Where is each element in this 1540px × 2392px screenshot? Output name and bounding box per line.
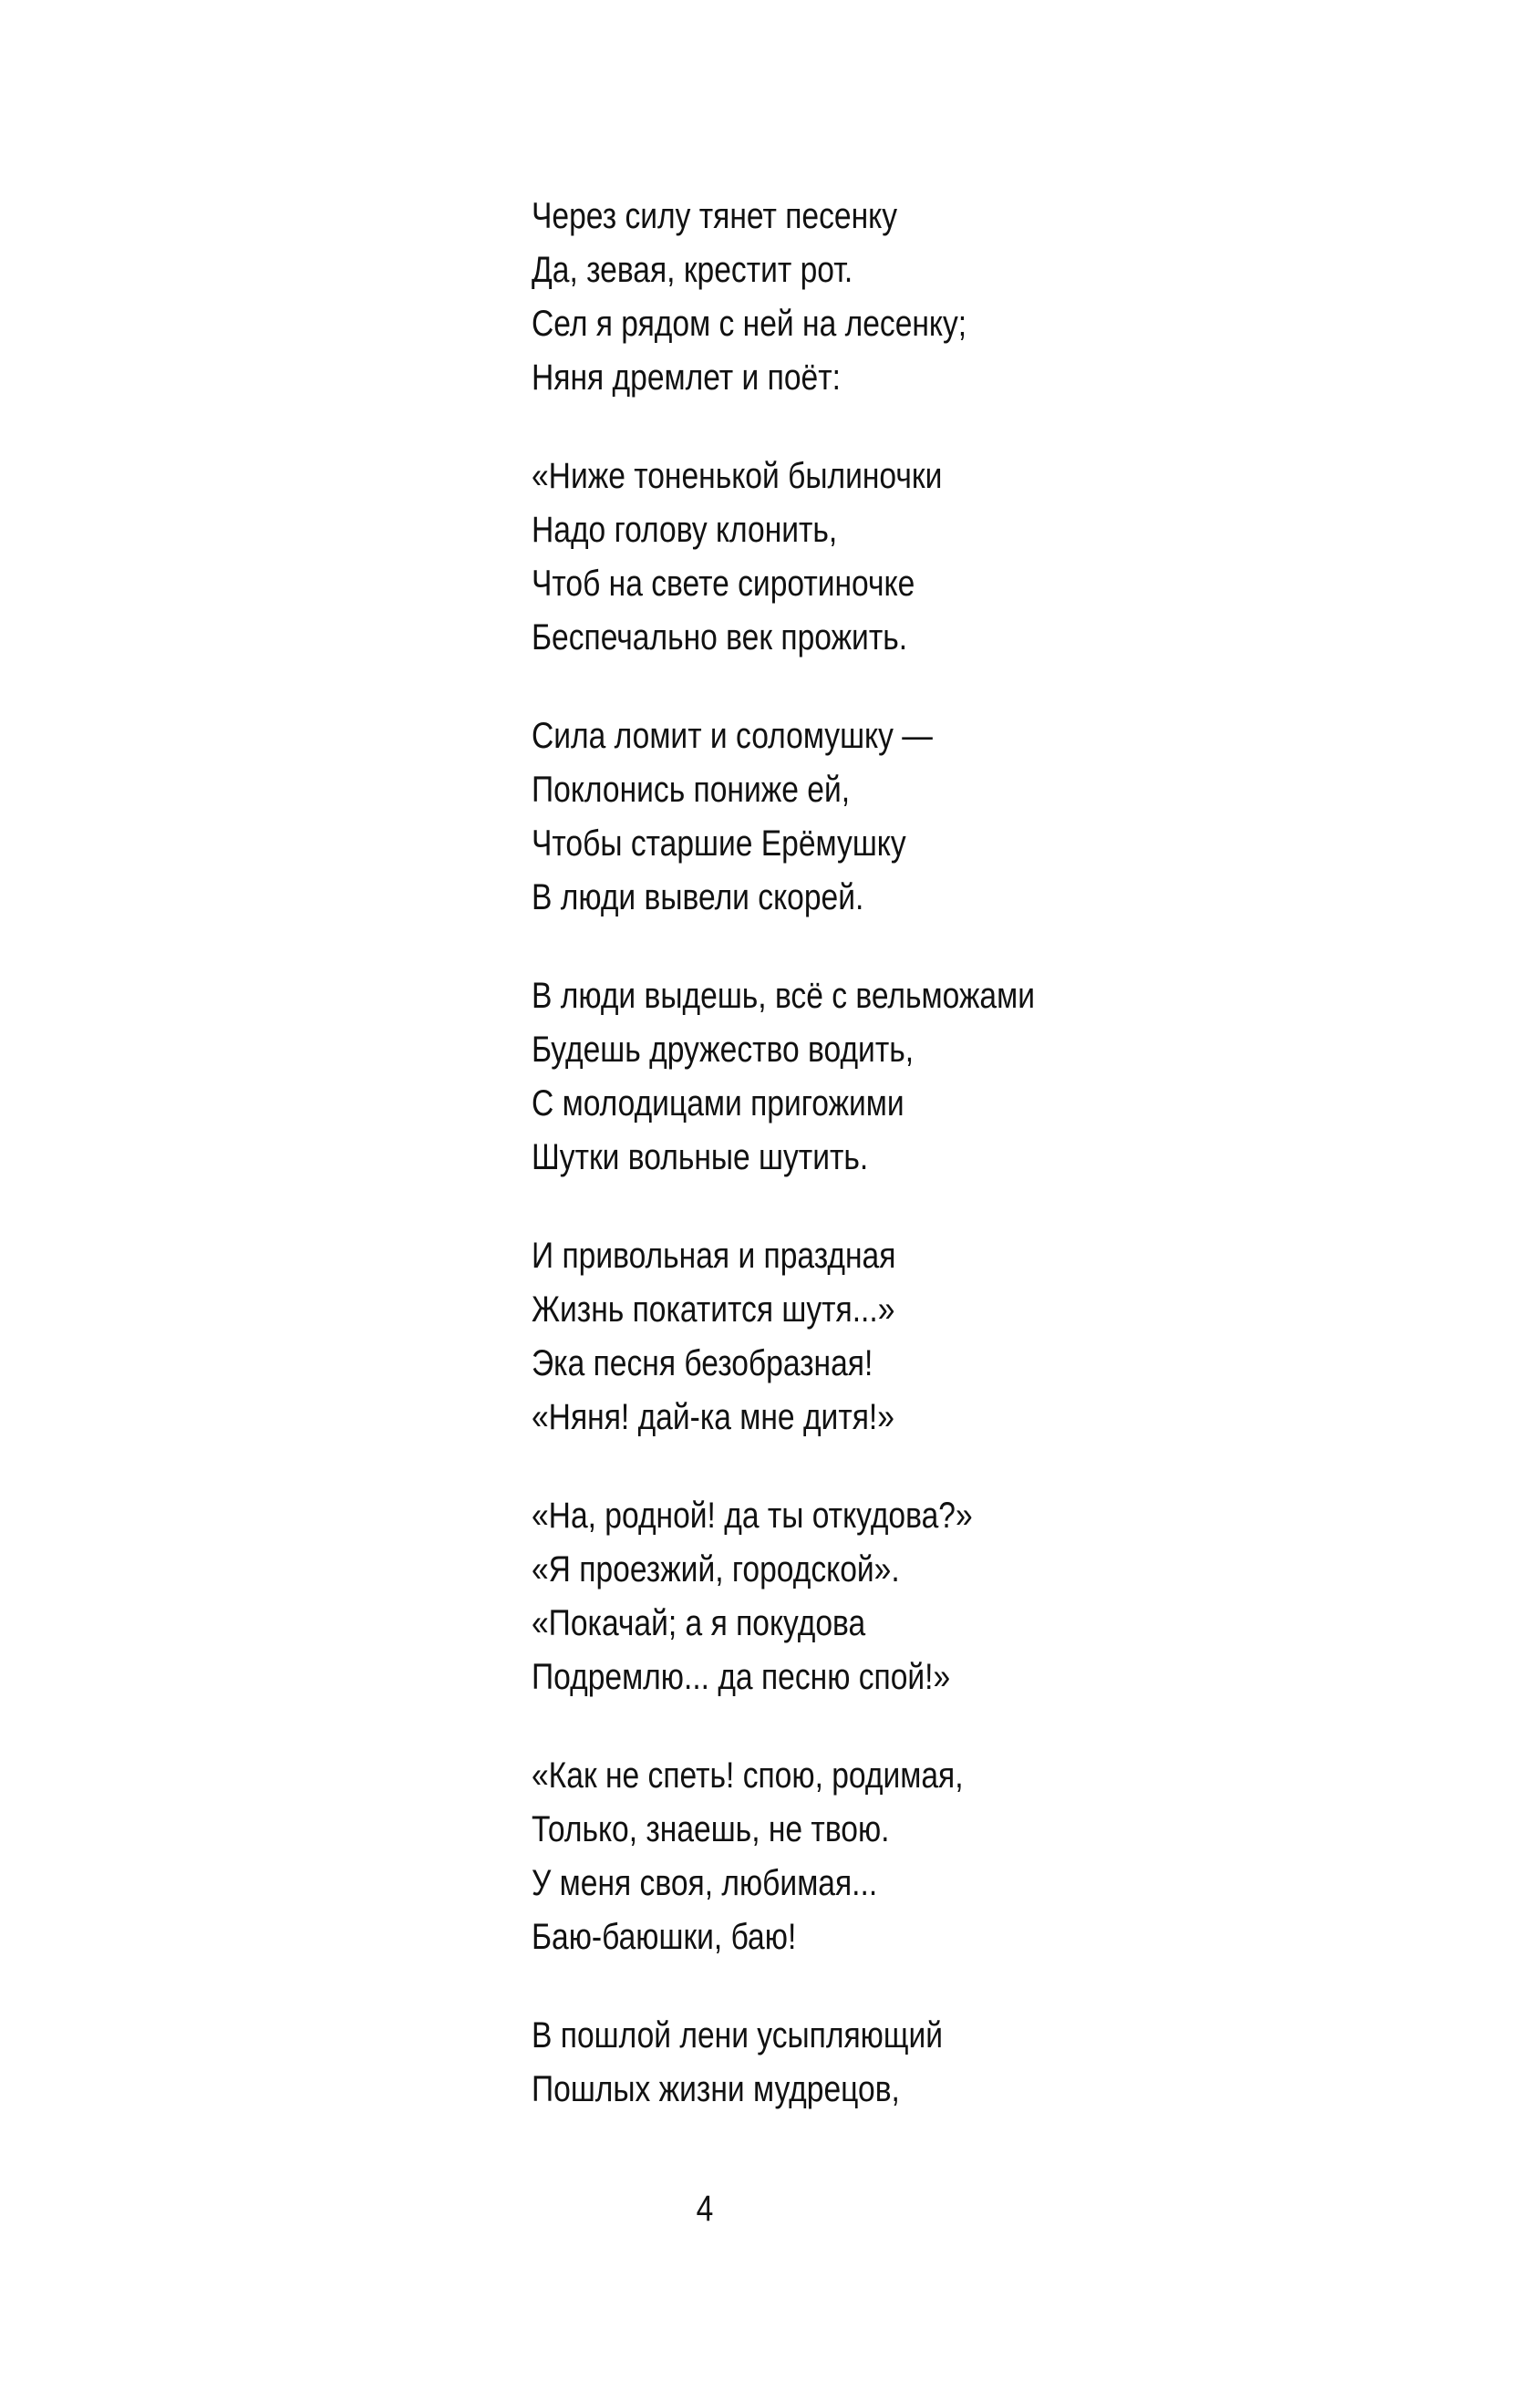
verse-line: Сила ломит и соломушку —: [532, 716, 933, 756]
verse-line: «Ниже тоненькой былиночки: [532, 456, 943, 496]
stanza-5: [532, 1229, 1131, 1445]
verse-line: Через силу тянет песенку: [532, 196, 898, 236]
verse-line: «На, родной! да ты откудова?»: [532, 1496, 973, 1536]
verse-line: В люди вывели скорей.: [532, 877, 864, 917]
stanza-1: [532, 190, 1131, 405]
verse-line: Эка песня безобразная!: [532, 1343, 873, 1383]
verse-line: Поклонись пониже ей,: [532, 770, 851, 810]
verse-line: Чтоб на свете сиротиночке: [532, 564, 915, 604]
verse-line: Няня дремлет и поёт:: [532, 357, 841, 398]
verse-line: В пошлой лени усыпляющий: [532, 2015, 944, 2055]
page-number: 4: [696, 2189, 714, 2229]
verse-line: Сел я рядом с ней на лесенку;: [532, 304, 967, 344]
verse-line: В люди выдешь, всё с вельможами: [532, 976, 1035, 1016]
stanza-4: [532, 969, 1131, 1185]
stanza-7: [532, 1749, 1131, 1964]
verse-line: Надо голову клонить,: [532, 510, 838, 550]
verse-line: «Покачай; а я покудова: [532, 1603, 866, 1643]
verse-line: Баю-баюшки, баю!: [532, 1917, 797, 1957]
verse-line: Шутки вольные шутить.: [532, 1137, 869, 1177]
verse-line: Беспечально век прожить.: [532, 617, 908, 658]
verse-line: Подремлю... да песню спой!»: [532, 1657, 951, 1697]
verse-line: У меня своя, любимая...: [532, 1863, 878, 1903]
stanza-3: [532, 709, 1131, 925]
verse-line: «Няня! дай-ка мне дитя!»: [532, 1397, 894, 1437]
verse-line: «Я проезжий, городской».: [532, 1549, 900, 1589]
verse-line: Жизнь покатится шутя...»: [532, 1289, 895, 1330]
verse-line: Чтобы старшие Ерёмушку: [532, 823, 906, 864]
verse-line: «Как не спеть! спою, родимая,: [532, 1755, 964, 1796]
verse-line: С молодицами пригожими: [532, 1083, 904, 1124]
verse-line: Будешь дружество водить,: [532, 1030, 915, 1070]
verse-line: Да, зевая, крестит рот.: [532, 250, 853, 290]
verse-line: Только, знаешь, не твою.: [532, 1809, 890, 1849]
stanza-8: [532, 2009, 1131, 2117]
stanza-6: [532, 1489, 1131, 1704]
verse-line: Пошлых жизни мудрецов,: [532, 2069, 900, 2109]
stanza-2: [532, 450, 1131, 665]
poem-body: [532, 190, 1131, 2161]
verse-line: И привольная и праздная: [532, 1236, 896, 1276]
